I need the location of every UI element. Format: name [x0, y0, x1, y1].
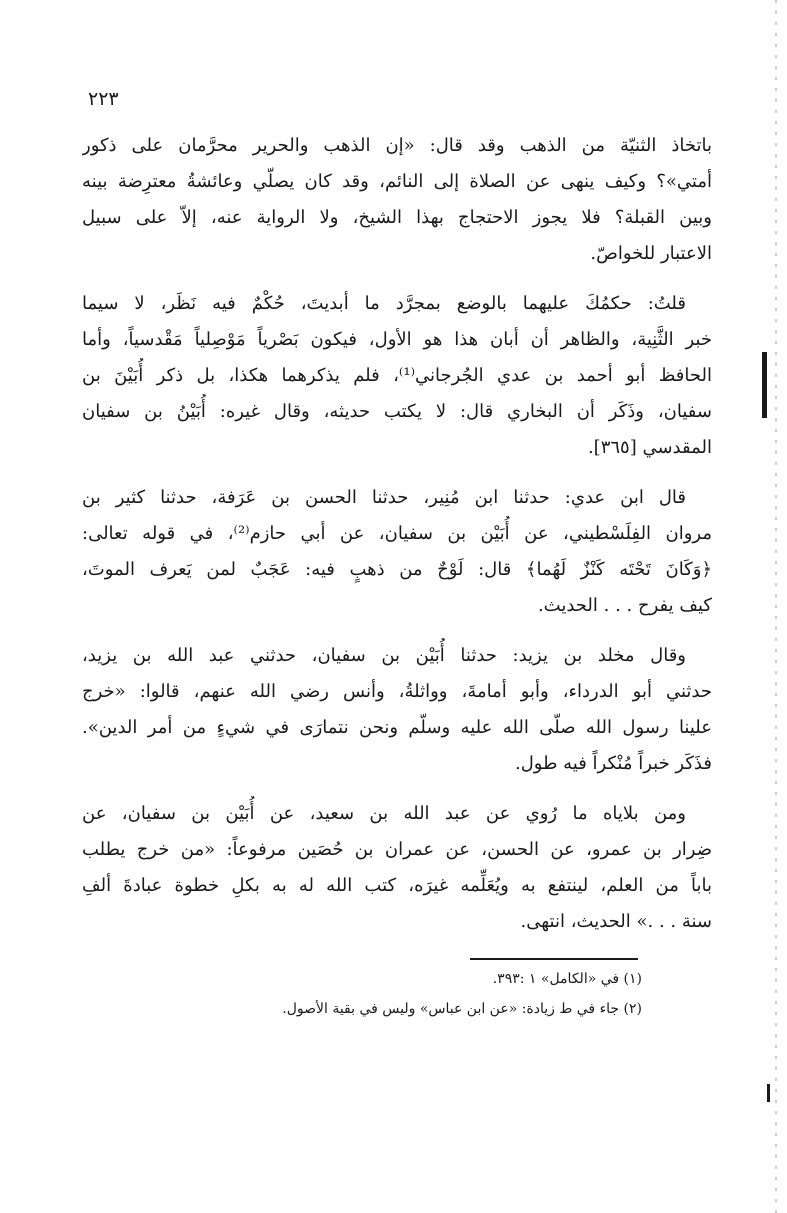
text-line: قال ابن عدي: حدثنا ابن مُنِير، حدثنا الحسن بن عَرَفة، حدثنا كثير بن [82, 487, 686, 508]
text-line: ﴿وَكَانَ تَحْتَه كَنْزٌ لَهُما﴾ قال: لَوْحٌ من ذهبٍ فيه: عَجَبٌ لمن يَعرف الموتَ، [82, 559, 712, 580]
footnotes [82, 964, 642, 1024]
paragraph-1 [82, 128, 712, 272]
page-number: ٢٢٣ [88, 88, 119, 110]
text-line: سنة . . .» الحديث، انتهى. [520, 911, 712, 932]
text-line: وبين القبلة؟ فلا يجوز الاحتجاج بهذا الشيخ، ولا الرواية عنه، إلاّ على سبيل [82, 207, 712, 228]
text-line: المقدسي [٣٦٥]. [587, 437, 712, 458]
text-line: علينا رسول الله صلّى الله عليه وسلّم ونحن نتمارَى في شيءٍ من أمر الدين». [82, 717, 712, 738]
paragraph-3 [82, 480, 712, 624]
footnote-2: (٢) جاء في ط زيادة: «عن ابن عباس» وليس في بقية الأصول. [282, 1001, 642, 1017]
paragraph-4 [82, 638, 712, 782]
footnote-1: (١) في «الكامل» ١ :٣٩٣. [492, 971, 642, 987]
paragraph-2 [82, 286, 712, 466]
scan-edge-mark [767, 1084, 770, 1102]
text-line: قلتُ: حكمُكَ عليهما بالوضع بمجرَّد ما أبديتَ، حُكْمٌ فيه نَظَر، لا سيما [82, 293, 686, 314]
scan-edge-mark [762, 352, 767, 418]
text-line: كيف يفرح . . . الحديث. [537, 595, 712, 616]
footnote-separator [470, 958, 638, 960]
text-line: فذَكَر خبراً مُنْكراً فيه طول. [515, 753, 712, 774]
text-line: باباً من العلم، لينتفع به ويُعَلِّمه غيرَه، كتب الله له به بكلِ خطوة عبادةَ ألفِ [82, 875, 712, 896]
text-line: باتخاذ الثنيّة من الذهب وقد قال: «إن الذهب والحرير محرَّمان على ذكور [82, 135, 712, 156]
text-line: أمتي»؟ وكيف ينهى عن الصلاة إلى النائم، وقد كان يصلّي وعائشةُ معترِضة بينه [82, 171, 712, 192]
text-line: الاعتبار للخواصّ. [590, 243, 712, 264]
text-line: خبر الثَّنِية، والظاهر أن أبان هذا هو الأول، فيكون بَصْرياً مَوْصِلياً مَقْدسياً، وأما [82, 329, 712, 350]
text-line: مروان الفِلَسْطيني، عن أُبَيْن بن سفيان، عن أبي حازم⁽²⁾، في قوله تعالى: [82, 523, 712, 544]
text-line: ومن بلاياه ما رُوي عن عبد الله بن سعيد، عن أُبَيْن بن سفيان، عن [82, 803, 686, 824]
text-line: ضِرار بن عمرو، عن الحسن، عن عمران بن حُصَين مرفوعاً: «من خرج يطلب [82, 839, 712, 860]
scan-binding-edge [775, 0, 777, 1213]
text-line: حدثني أبو الدرداء، وأبو أمامةَ، وواثلةُ، وأنس رضي الله عنهم، قالوا: «خرج [82, 681, 712, 702]
text-line: وقال مخلد بن يزيد: حدثنا أُبَيْن بن سفيان، حدثني عبد الله بن يزيد، [82, 645, 686, 666]
text-line: سفيان، وذَكَر أن البخاري قال: لا يكتب حديثه، وقال غيره: أُبَيْنُ بن سفيان [82, 401, 712, 422]
paragraph-5 [82, 796, 712, 940]
text-line: الحافظ أبو أحمد بن عدي الجُرجاني⁽¹⁾، فلم يذكرهما هكذا، بل ذكر أُبَيْنَ بن [82, 365, 712, 386]
main-text [82, 128, 712, 940]
